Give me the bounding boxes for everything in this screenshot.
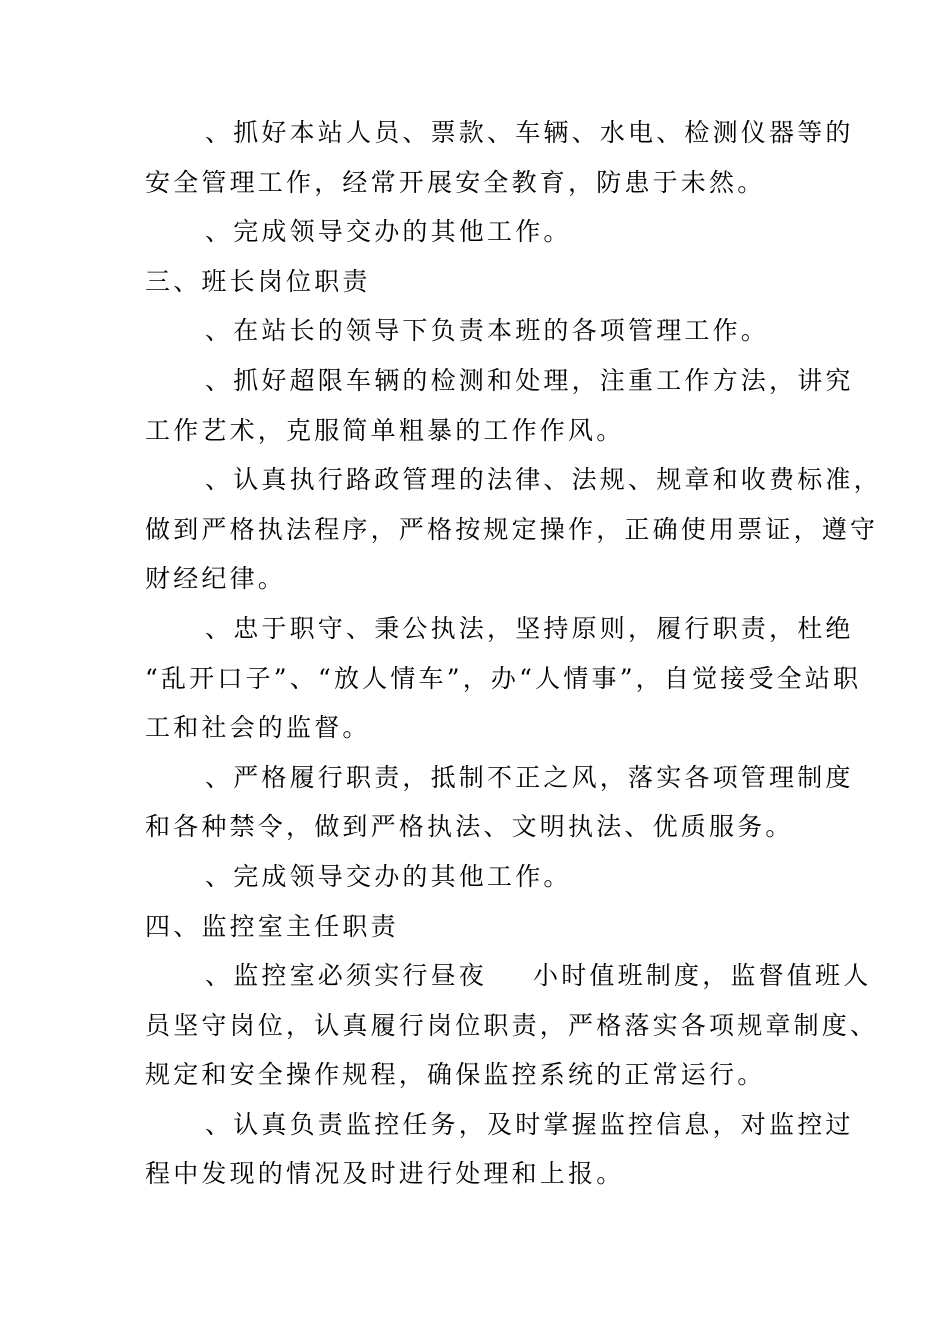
paragraph-line: 员坚守岗位，认真履行岗位职责，严格落实各项规章制度、	[145, 1010, 879, 1040]
section-heading: 四、监控室主任职责	[145, 911, 399, 941]
line-text-before-gap: 、监控室必须实行昼夜	[205, 961, 488, 991]
paragraph-line: 、认真执行路政管理的法律、法规、规章和收费标准，	[205, 465, 882, 495]
paragraph-line: “乱开口子”、“放人情车”，办“人情事”，自觉接受全站职	[145, 663, 862, 693]
paragraph-line: 、在站长的领导下负责本班的各项管理工作。	[205, 316, 770, 346]
paragraph-line: 安全管理工作，经常开展安全教育，防患于未然。	[145, 167, 766, 197]
paragraph-line	[145, 951, 872, 1001]
paragraph-line: 、忠于职守、秉公执法，坚持原则，履行职责，杜绝	[205, 613, 854, 643]
paragraph-line: 、完成领导交办的其他工作。	[205, 217, 572, 247]
paragraph-line: 工和社会的监督。	[145, 713, 371, 743]
document-body	[145, 108, 882, 1199]
line-text-after-gap: 小时值班制度，监督值班人	[533, 961, 872, 991]
paragraph-line: 、认真负责监控任务，及时掌握监控信息，对监控过	[205, 1109, 854, 1139]
section-heading: 三、班长岗位职责	[145, 266, 371, 296]
paragraph-line: 、抓好本站人员、票款、车辆、水电、检测仪器等的	[205, 118, 854, 147]
paragraph-line: 、严格履行职责，抵制不正之风，落实各项管理制度	[205, 762, 854, 792]
paragraph-line: 做到严格执法程序，严格按规定操作，正确使用票证，遵守	[145, 514, 879, 544]
paragraph-line: 财经纪律。	[145, 564, 287, 594]
paragraph-line: 和各种禁令，做到严格执法、文明执法、优质服务。	[145, 812, 794, 842]
paragraph-line: 、抓好超限车辆的检测和处理，注重工作方法，讲究	[205, 365, 854, 395]
paragraph-line: 程中发现的情况及时进行处理和上报。	[145, 1159, 625, 1189]
paragraph-line: 、完成领导交办的其他工作。	[205, 861, 572, 891]
paragraph-line: 工作艺术，克服简单粗暴的工作作风。	[145, 415, 625, 445]
paragraph-line: 规定和安全操作规程，确保监控系统的正常运行。	[145, 1060, 766, 1090]
